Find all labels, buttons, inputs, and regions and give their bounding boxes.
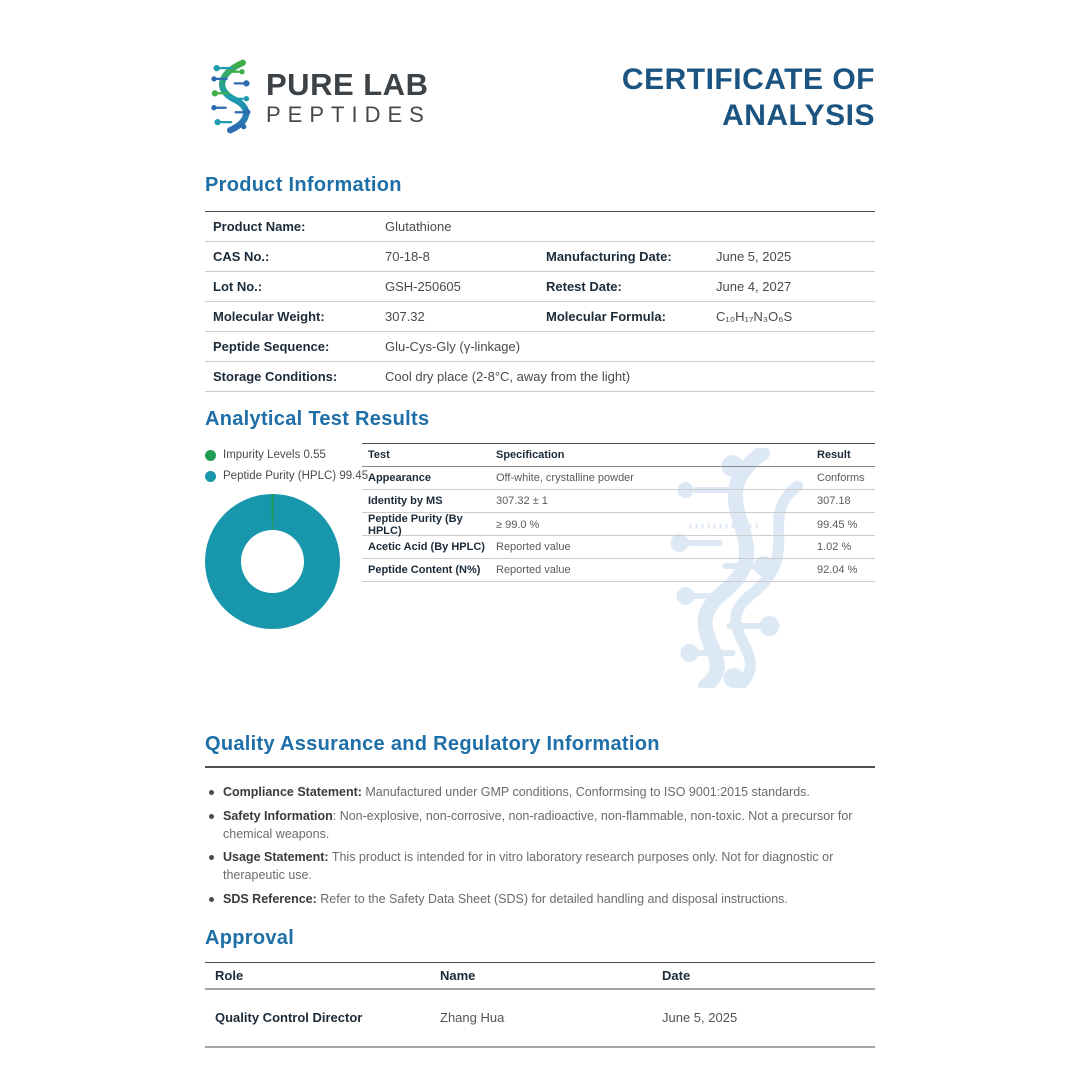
analytical-results-heading: Analytical Test Results xyxy=(205,408,430,430)
statement-label: SDS Reference: xyxy=(223,891,317,906)
column-header: Specification xyxy=(496,449,565,461)
purity-chart-panel xyxy=(205,443,369,695)
test-result: 1.02 % xyxy=(817,541,852,553)
statement-label: Usage Statement: xyxy=(223,850,329,865)
quality-statements-list xyxy=(205,784,875,909)
section-divider xyxy=(205,766,875,768)
table-row xyxy=(362,467,875,490)
field-label: Molecular Formula: xyxy=(546,309,666,324)
brand-name xyxy=(266,68,431,129)
table-row xyxy=(362,559,875,582)
purity-legend-dot-icon xyxy=(205,471,216,482)
product-information-table xyxy=(205,211,875,392)
table-row xyxy=(362,513,875,536)
approval-table xyxy=(205,962,875,1048)
column-header: Name xyxy=(440,967,476,983)
document-title xyxy=(622,58,875,134)
field-label: Lot No.: xyxy=(213,279,263,294)
legend-item-purity xyxy=(205,470,369,482)
test-spec: ≥ 99.0 % xyxy=(496,519,540,531)
field-value: Glutathione xyxy=(385,219,452,234)
statement-text: Manufactured under GMP conditions, Conformsing to ISO 9001:2015 standards. xyxy=(361,785,810,799)
analytical-results-body xyxy=(205,443,875,695)
brand-logo xyxy=(205,58,431,139)
list-item xyxy=(205,891,875,909)
legend-item-impurity xyxy=(205,449,350,461)
statement-text: : Non-explosive, non-corrosive, non-radioactive, non-flammable, non-toxic. Not a precursor for chemical weapons. xyxy=(223,808,853,841)
test-result: 307.18 xyxy=(817,495,851,507)
field-label: Molecular Weight: xyxy=(213,309,325,324)
field-value: 307.32 xyxy=(385,309,425,324)
legend-label: Impurity Levels 0.55 xyxy=(223,449,326,461)
field-label: Storage Conditions: xyxy=(213,369,338,384)
field-label: Retest Date: xyxy=(546,279,622,294)
table-row xyxy=(362,536,875,559)
impurity-legend-dot-icon xyxy=(205,450,216,461)
field-value: C₁₀H₁₇N₃O₆S xyxy=(716,309,793,324)
field-label: Peptide Sequence: xyxy=(213,339,330,354)
table-row xyxy=(205,302,875,332)
approver-name: Zhang Hua xyxy=(440,1010,505,1025)
test-spec: Reported value xyxy=(496,541,571,553)
test-spec: Reported value xyxy=(496,564,571,576)
field-label: Product Name: xyxy=(213,219,306,234)
table-header-row xyxy=(205,963,875,990)
approval-heading: Approval xyxy=(205,926,295,949)
test-name: Peptide Content (N%) xyxy=(368,564,481,576)
test-name: Appearance xyxy=(368,472,431,484)
test-results-table xyxy=(362,443,875,695)
statement-text: Refer to the Safety Data Sheet (SDS) for detailed handling and disposal instructions. xyxy=(316,891,788,906)
purity-donut-chart xyxy=(205,494,340,629)
table-row xyxy=(362,490,875,513)
approval-date: June 5, 2025 xyxy=(662,1010,738,1025)
brand-name-line1: PURE LAB xyxy=(266,67,429,102)
statement-text: This product is intended for in vitro laboratory research purposes only. Not for diagnostic or therapeutic use. xyxy=(223,850,834,882)
test-result: 99.45 % xyxy=(817,519,858,531)
legend-label: Peptide Purity (HPLC) 99.45 xyxy=(223,470,369,482)
test-spec: Off-white, crystalline powder xyxy=(496,472,634,484)
chart-legend xyxy=(205,449,369,482)
test-name: Identity by MS xyxy=(368,495,443,507)
quality-assurance-heading: Quality Assurance and Regulatory Information xyxy=(205,733,660,755)
field-value: June 4, 2027 xyxy=(716,279,792,294)
list-item xyxy=(205,784,875,802)
statement-label: Safety Information xyxy=(223,808,333,823)
table-row xyxy=(205,332,875,362)
test-name: Peptide Purity (By HPLC) xyxy=(368,513,463,537)
field-value: 70-18-8 xyxy=(385,249,430,264)
table-row xyxy=(205,990,875,1048)
list-item xyxy=(205,849,875,885)
field-value: Glu-Cys-Gly (γ-linkage) xyxy=(385,339,521,354)
approver-role: Quality Control Director xyxy=(215,1010,363,1025)
document-title-line1: CERTIFICATE OF xyxy=(621,63,875,96)
product-information-heading: Product Information xyxy=(205,174,402,196)
header xyxy=(205,58,875,138)
certificate-content xyxy=(205,0,875,1048)
test-result: Conforms xyxy=(817,472,865,484)
column-header: Test xyxy=(368,449,390,461)
dna-helix-logo-icon xyxy=(205,58,259,139)
field-value: Cool dry place (2-8°C, away from the light) xyxy=(385,369,631,384)
table-row xyxy=(205,362,875,392)
list-item xyxy=(205,808,875,844)
field-label: Manufacturing Date: xyxy=(546,249,672,264)
field-label: CAS No.: xyxy=(213,249,270,264)
test-spec: 307.32 ± 1 xyxy=(496,495,548,507)
donut-hole xyxy=(241,530,304,593)
table-row xyxy=(205,212,875,242)
table-header-row xyxy=(362,444,875,467)
document-title-line2: ANALYSIS xyxy=(722,99,875,132)
statement-label: Compliance Statement: xyxy=(223,785,362,799)
brand-name-line2: PEPTIDES xyxy=(266,102,431,127)
field-value: June 5, 2025 xyxy=(716,249,792,264)
table-row xyxy=(205,272,875,302)
test-name: Acetic Acid (By HPLC) xyxy=(368,541,485,553)
column-header: Role xyxy=(215,967,244,983)
column-header: Date xyxy=(662,967,691,983)
field-value: GSH-250605 xyxy=(385,279,461,294)
table-row xyxy=(205,242,875,272)
column-header: Result xyxy=(817,449,851,461)
test-result: 92.04 % xyxy=(817,564,858,576)
